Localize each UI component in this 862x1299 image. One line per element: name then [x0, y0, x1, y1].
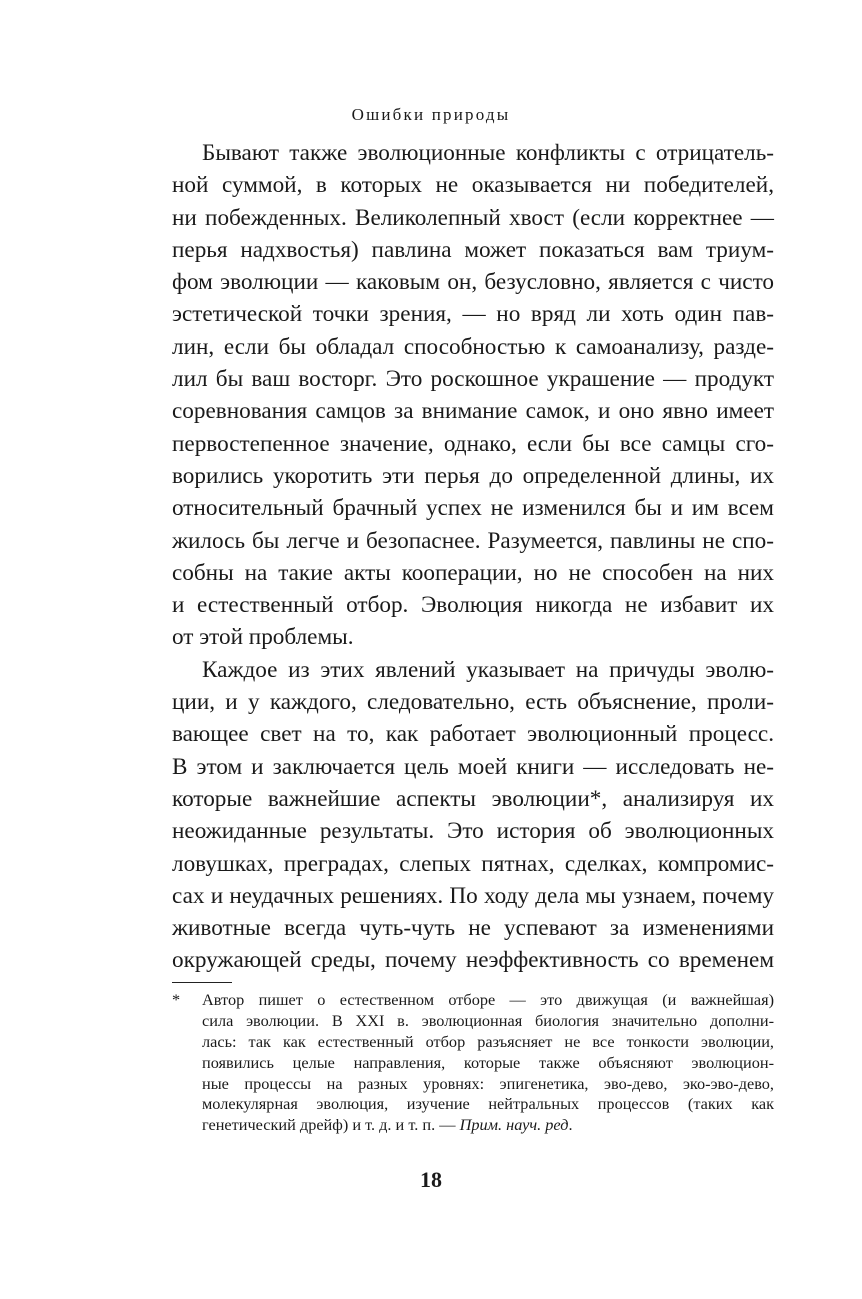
- text-line: сах и неудачных решениях. По ходу дела мы узнаем, почему: [172, 882, 774, 909]
- footnote-line-text: генетический дрейф) и т. д. и т. п. —: [202, 1115, 460, 1135]
- footnote-line: лась: так как естественный отбор разъясняет не все тонкости эволюции,: [202, 1031, 774, 1051]
- footnote-mark: *: [172, 990, 181, 1009]
- footnote: [172, 990, 774, 1136]
- page-number: 18: [420, 1167, 442, 1192]
- text-line: соревнования самцов за внимание самок, и оно явно имеет: [172, 398, 774, 425]
- footnote-rule: [172, 982, 232, 983]
- text-line: окружающей среды, почему неэффективность со временем: [172, 947, 774, 974]
- footnote-end: .: [568, 1115, 573, 1135]
- text-line: относительный брачный успех не изменился бы и им всем: [172, 495, 774, 522]
- text-line: вающее свет на то, как работает эволюционный процесс.: [172, 721, 774, 748]
- text-line: которые важнейшие аспекты эволюции*, анализируя их: [172, 785, 774, 812]
- text-line: ной суммой, в которых не оказывается ни победителей,: [172, 172, 774, 199]
- text-line: Бывают также эволюционные конфликты с отрицатель-: [202, 140, 774, 166]
- text-line: лин, если бы обладал способностью к самоанализу, разде-: [172, 333, 774, 360]
- text-line: перья надхвостья) павлина может показаться вам триум-: [172, 236, 774, 263]
- text-line: ловушках, преградах, слепых пятнах, сделках, компромис-: [172, 850, 774, 877]
- text-line: жилось бы легче и безопаснее. Разумеется, павлины не спо-: [172, 527, 774, 554]
- footnote-line: появились целые направления, которые также объясняют эволюцион-: [202, 1052, 774, 1072]
- text-line: и естественный отбор. Эволюция никогда не избавит их: [172, 592, 774, 619]
- footnote-line: молекулярная эволюция, изучение нейтральных процессов (таких как: [202, 1094, 774, 1114]
- text-line: первостепенное значение, однако, если бы все самцы сго-: [172, 430, 774, 457]
- text-line: собны на такие акты кооперации, но не способен на них: [172, 559, 774, 586]
- footnote-line: [202, 1115, 774, 1136]
- body-text: [172, 137, 774, 977]
- running-head: Ошибки природы: [351, 105, 511, 124]
- text-line: животные всегда чуть-чуть не успевают за изменениями: [172, 915, 774, 942]
- text-line: неожиданные результаты. Это история об эволюционных: [172, 818, 774, 845]
- text-line: от этой проблемы.: [172, 624, 354, 651]
- footnote-line: Автор пишет о естественном отборе — это движущая (и важнейшая): [202, 990, 774, 1009]
- footnote-line: сила эволюции. В XXI в. эволюционная биология значительно дополни-: [202, 1010, 774, 1030]
- text-line: ции, и у каждого, следовательно, есть объяснение, проли-: [172, 689, 774, 716]
- text-line: Каждое из этих явлений указывает на причуды эволю-: [202, 656, 774, 683]
- text-line: лил бы ваш восторг. Это роскошное украшение — продукт: [172, 366, 774, 393]
- text-line: В этом и заключается цель моей книги — исследовать не-: [172, 753, 774, 780]
- footnote-line: ные процессы на разных уровнях: эпигенетика, эво-дево, эко-эво-дево,: [202, 1073, 774, 1093]
- editor-note: Прим. науч. ред: [459, 1115, 569, 1135]
- text-line: ворились укоротить эти перья до определенной длины, их: [172, 462, 774, 489]
- text-line: ни побежденных. Великолепный хвост (если корректнее —: [172, 204, 774, 231]
- text-line: эстетической точки зрения, — но вряд ли хоть один пав-: [172, 301, 774, 328]
- text-line: фом эволюции — каковым он, безусловно, является с чисто: [172, 269, 774, 296]
